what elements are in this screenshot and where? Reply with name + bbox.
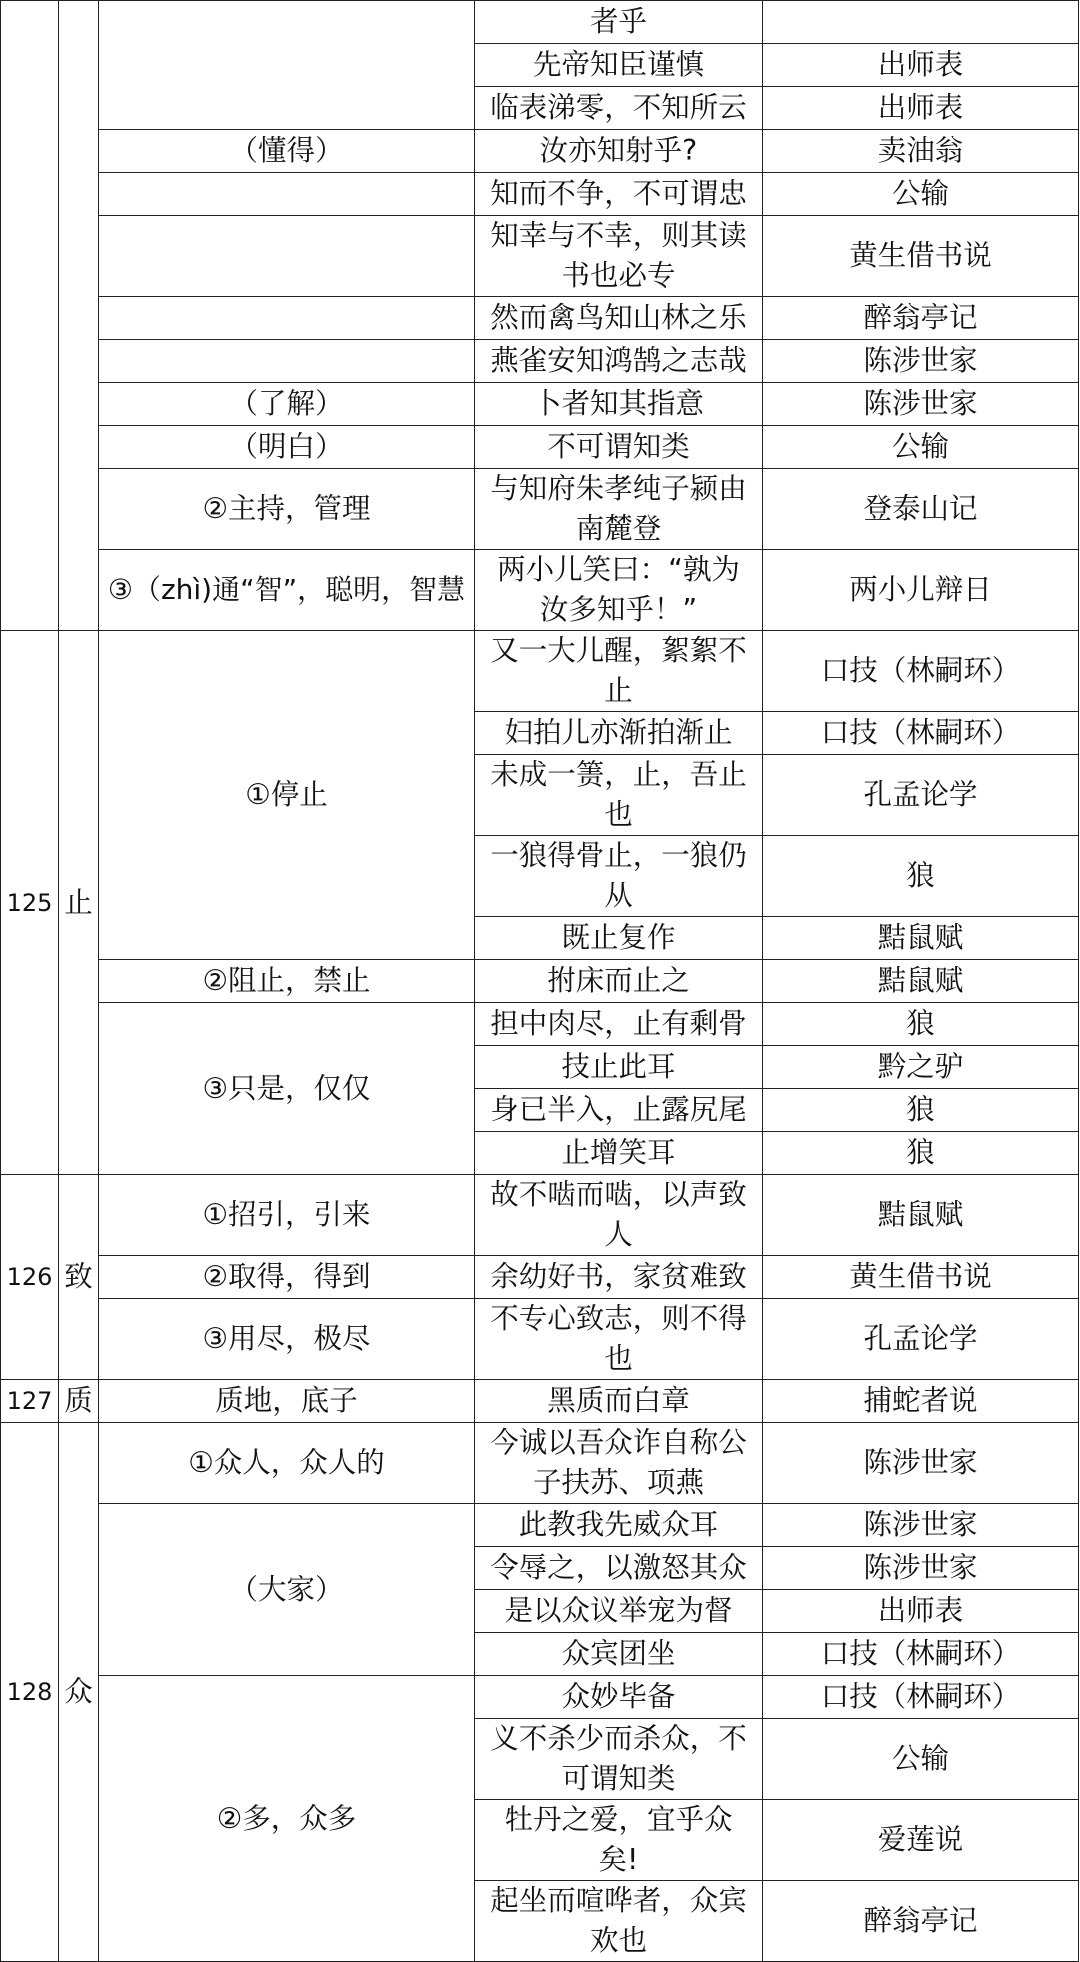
table-row — [1, 297, 1079, 340]
entry-number-cell: 125 — [1, 631, 59, 1175]
example-sentence: 与知府朱孝纯子颍由南麓登 — [475, 469, 763, 550]
source-text: 黠鼠赋 — [763, 917, 1079, 960]
source-text: 陈涉世家 — [763, 1423, 1079, 1504]
meaning-cell: ③只是，仅仅 — [99, 1003, 475, 1175]
table-row — [1, 340, 1079, 383]
source-text: 两小儿辩日 — [763, 550, 1079, 631]
source-text: 黔之驴 — [763, 1046, 1079, 1089]
entry-number-cell: 127 — [1, 1380, 59, 1423]
source-text: 醉翁亭记 — [763, 1881, 1079, 1962]
table-row — [1, 1380, 1079, 1423]
source-text: 黄生借书说 — [763, 216, 1079, 297]
meaning-cell — [99, 173, 475, 216]
source-text: 黠鼠赋 — [763, 960, 1079, 1003]
example-sentence: 知而不争，不可谓忠 — [475, 173, 763, 216]
source-text: 陈涉世家 — [763, 340, 1079, 383]
meaning-cell: （大家） — [99, 1504, 475, 1676]
entry-number-cell: 126 — [1, 1175, 59, 1380]
example-sentence: 众妙毕备 — [475, 1676, 763, 1719]
example-sentence: 临表涕零，不知所云 — [475, 87, 763, 130]
source-text: 公输 — [763, 426, 1079, 469]
example-sentence: 余幼好书，家贫难致 — [475, 1256, 763, 1299]
example-sentence: 担中肉尽，止有剩骨 — [475, 1003, 763, 1046]
meaning-cell — [99, 297, 475, 340]
example-sentence: 又一大儿醒，絮絮不止 — [475, 631, 763, 712]
source-text: 狼 — [763, 1132, 1079, 1175]
table-row — [1, 1299, 1079, 1380]
source-text: 登泰山记 — [763, 469, 1079, 550]
table-row — [1, 1676, 1079, 1719]
source-text: 陈涉世家 — [763, 1504, 1079, 1547]
source-text: 孔孟论学 — [763, 755, 1079, 836]
meaning-cell: ②阻止，禁止 — [99, 960, 475, 1003]
meaning-cell: ②主持，管理 — [99, 469, 475, 550]
source-text: 黠鼠赋 — [763, 1175, 1079, 1256]
meaning-cell: ③用尽，极尽 — [99, 1299, 475, 1380]
source-text: 孔孟论学 — [763, 1299, 1079, 1380]
source-text: 出师表 — [763, 1590, 1079, 1633]
meaning-cell: （了解） — [99, 383, 475, 426]
table-row — [1, 1003, 1079, 1046]
source-text: 口技（林嗣环） — [763, 1633, 1079, 1676]
meaning-cell: （懂得） — [99, 130, 475, 173]
example-sentence: 不专心致志，则不得也 — [475, 1299, 763, 1380]
source-text: 醉翁亭记 — [763, 297, 1079, 340]
meaning-cell: ②取得，得到 — [99, 1256, 475, 1299]
source-text: 狼 — [763, 836, 1079, 917]
table-row — [1, 383, 1079, 426]
source-text: 口技（林嗣环） — [763, 631, 1079, 712]
table-row — [1, 469, 1079, 550]
example-sentence: 卜者知其指意 — [475, 383, 763, 426]
source-text — [763, 1, 1079, 44]
example-sentence: 故不啮而啮，以声致人 — [475, 1175, 763, 1256]
source-text: 爱莲说 — [763, 1800, 1079, 1881]
meaning-cell: ①众人，众人的 — [99, 1423, 475, 1504]
source-text: 狼 — [763, 1003, 1079, 1046]
source-text: 卖油翁 — [763, 130, 1079, 173]
example-sentence: 此教我先威众耳 — [475, 1504, 763, 1547]
example-sentence: 是以众议举宠为督 — [475, 1590, 763, 1633]
entry-character-cell: 质 — [59, 1380, 99, 1423]
table-row — [1, 960, 1079, 1003]
table-row — [1, 1504, 1079, 1547]
example-sentence: 既止复作 — [475, 917, 763, 960]
example-sentence: 止增笑耳 — [475, 1132, 763, 1175]
meaning-cell: 质地，底子 — [99, 1380, 475, 1423]
example-sentence: 拊床而止之 — [475, 960, 763, 1003]
entry-character-cell: 止 — [59, 631, 99, 1175]
example-sentence: 技止此耳 — [475, 1046, 763, 1089]
table-row — [1, 426, 1079, 469]
table-row — [1, 1175, 1079, 1256]
meaning-cell — [99, 1, 475, 130]
entry-character-cell: 众 — [59, 1423, 99, 1962]
table-row — [1, 1, 1079, 44]
table-row — [1, 550, 1079, 631]
source-text: 陈涉世家 — [763, 1547, 1079, 1590]
source-text: 陈涉世家 — [763, 383, 1079, 426]
source-text: 捕蛇者说 — [763, 1380, 1079, 1423]
source-text: 出师表 — [763, 44, 1079, 87]
table-row — [1, 173, 1079, 216]
meaning-cell: ②多，众多 — [99, 1676, 475, 1962]
example-sentence: 两小儿笑曰：“孰为汝多知乎！” — [475, 550, 763, 631]
meaning-cell: （明白） — [99, 426, 475, 469]
meaning-cell — [99, 340, 475, 383]
table-row — [1, 1256, 1079, 1299]
example-sentence: 黑质而白章 — [475, 1380, 763, 1423]
entry-number-cell: 128 — [1, 1423, 59, 1962]
meaning-cell: ①停止 — [99, 631, 475, 960]
source-text: 公输 — [763, 1719, 1079, 1800]
example-sentence: 起坐而喧哗者，众宾欢也 — [475, 1881, 763, 1962]
entry-character-cell: 致 — [59, 1175, 99, 1380]
example-sentence: 者乎 — [475, 1, 763, 44]
example-sentence: 妇拍儿亦渐拍渐止 — [475, 712, 763, 755]
example-sentence: 然而禽鸟知山林之乐 — [475, 297, 763, 340]
table-row — [1, 1423, 1079, 1504]
meaning-cell — [99, 216, 475, 297]
source-text: 狼 — [763, 1089, 1079, 1132]
source-text: 口技（林嗣环） — [763, 712, 1079, 755]
source-text: 口技（林嗣环） — [763, 1676, 1079, 1719]
example-sentence: 众宾团坐 — [475, 1633, 763, 1676]
example-sentence: 不可谓知类 — [475, 426, 763, 469]
entry-number-cell — [1, 1, 59, 631]
example-sentence: 义不杀少而杀众，不可谓知类 — [475, 1719, 763, 1800]
example-sentence: 先帝知臣谨慎 — [475, 44, 763, 87]
example-sentence: 知幸与不幸，则其读书也必专 — [475, 216, 763, 297]
example-sentence: 汝亦知射乎? — [475, 130, 763, 173]
table-row — [1, 130, 1079, 173]
source-text: 公输 — [763, 173, 1079, 216]
source-text: 出师表 — [763, 87, 1079, 130]
meaning-cell: ③（zhì)通“智”，聪明，智慧 — [99, 550, 475, 631]
meaning-cell: ①招引，引来 — [99, 1175, 475, 1256]
table-row — [1, 216, 1079, 297]
example-sentence: 身已半入，止露尻尾 — [475, 1089, 763, 1132]
example-sentence: 今诚以吾众诈自称公子扶苏、项燕 — [475, 1423, 763, 1504]
example-sentence: 未成一箦，止，吾止也 — [475, 755, 763, 836]
entry-character-cell — [59, 1, 99, 631]
example-sentence: 令辱之，以激怒其众 — [475, 1547, 763, 1590]
table-row — [1, 631, 1079, 712]
source-text: 黄生借书说 — [763, 1256, 1079, 1299]
example-sentence: 一狼得骨止，一狼仍从 — [475, 836, 763, 917]
example-sentence: 燕雀安知鸿鹄之志哉 — [475, 340, 763, 383]
example-sentence: 牡丹之爱，宜乎众矣! — [475, 1800, 763, 1881]
